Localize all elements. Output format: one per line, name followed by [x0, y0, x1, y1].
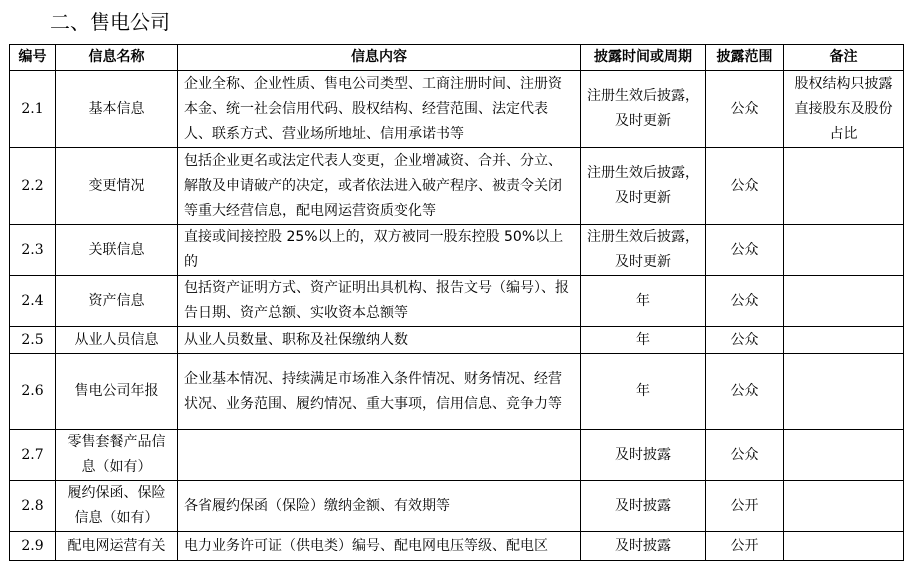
cell-period: 年: [581, 327, 706, 354]
header-scope: 披露范围: [706, 45, 784, 71]
header-period: 披露时间或周期: [581, 45, 706, 71]
header-name: 信息名称: [56, 45, 178, 71]
cell-name: 零售套餐产品信息（如有）: [56, 430, 178, 481]
cell-note: [784, 225, 904, 276]
table-row: [10, 532, 904, 561]
cell-name: 履约保函、保险信息（如有）: [56, 481, 178, 532]
cell-content: 包括企业更名或法定代表人变更，企业增减资、合并、分立、解散及申请破产的决定，或者依法进入破产程序、被责令关闭等重大经营信息，配电网运营资质变化等: [178, 148, 581, 225]
table-row: [10, 71, 904, 148]
cell-content: 从业人员数量、职称及社保缴纳人数: [178, 327, 581, 354]
header-content: 信息内容: [178, 45, 581, 71]
cell-id: 2.7: [10, 430, 56, 481]
section-title: 二、售电公司: [50, 10, 170, 34]
cell-period: 注册生效后披露，及时更新: [581, 71, 706, 148]
cell-note: 股权结构只披露直接股东及股份占比: [784, 71, 904, 148]
cell-id: 2.8: [10, 481, 56, 532]
cell-period: 及时披露: [581, 430, 706, 481]
cell-id: 2.3: [10, 225, 56, 276]
cell-scope: 公众: [706, 430, 784, 481]
cell-name: 关联信息: [56, 225, 178, 276]
cell-name: 配电网运营有关: [56, 532, 178, 561]
cell-name: 资产信息: [56, 276, 178, 327]
table-row: [10, 481, 904, 532]
cell-scope: 公众: [706, 71, 784, 148]
cell-name: 变更情况: [56, 148, 178, 225]
cell-note: [784, 327, 904, 354]
table-row: [10, 276, 904, 327]
cell-period: 年: [581, 354, 706, 430]
cell-id: 2.5: [10, 327, 56, 354]
cell-content: 包括资产证明方式、资产证明出具机构、报告文号（编号）、报告日期、资产总额、实收资本总额等: [178, 276, 581, 327]
cell-note: [784, 354, 904, 430]
cell-scope: 公众: [706, 148, 784, 225]
cell-content: [178, 430, 581, 481]
table-header-row: [10, 45, 904, 71]
cell-note: [784, 148, 904, 225]
cell-id: 2.9: [10, 532, 56, 561]
cell-note: [784, 430, 904, 481]
cell-scope: 公开: [706, 481, 784, 532]
cell-scope: 公众: [706, 354, 784, 430]
cell-content: 企业基本情况、持续满足市场准入条件情况、财务情况、经营状况、业务范围、履约情况、重大事项，信用信息、竞争力等: [178, 354, 581, 430]
header-id: 编号: [10, 45, 56, 71]
cell-content: 电力业务许可证（供电类）编号、配电网电压等级、配电区: [178, 532, 581, 561]
cell-scope: 公众: [706, 276, 784, 327]
table-row: [10, 430, 904, 481]
header-note: 备注: [784, 45, 904, 71]
cell-period: 注册生效后披露，及时更新: [581, 148, 706, 225]
cell-name: 售电公司年报: [56, 354, 178, 430]
cell-content: 直接或间接控股 25%以上的，双方被同一股东控股 50%以上的: [178, 225, 581, 276]
cell-period: 注册生效后披露，及时更新: [581, 225, 706, 276]
cell-id: 2.4: [10, 276, 56, 327]
cell-id: 2.2: [10, 148, 56, 225]
table-row: [10, 354, 904, 430]
cell-period: 及时披露: [581, 481, 706, 532]
cell-name: 基本信息: [56, 71, 178, 148]
cell-content: 企业全称、企业性质、售电公司类型、工商注册时间、注册资本金、统一社会信用代码、股权结构、经营范围、法定代表人、联系方式、营业场所地址、信用承诺书等: [178, 71, 581, 148]
table-row: [10, 225, 904, 276]
cell-name: 从业人员信息: [56, 327, 178, 354]
cell-period: 年: [581, 276, 706, 327]
cell-id: 2.6: [10, 354, 56, 430]
cell-content: 各省履约保函（保险）缴纳金额、有效期等: [178, 481, 581, 532]
table-row: [10, 148, 904, 225]
cell-note: [784, 481, 904, 532]
cell-note: [784, 532, 904, 561]
table-row: [10, 327, 904, 354]
cell-scope: 公众: [706, 225, 784, 276]
cell-scope: 公众: [706, 327, 784, 354]
cell-period: 及时披露: [581, 532, 706, 561]
disclosure-table: [9, 44, 904, 561]
cell-id: 2.1: [10, 71, 56, 148]
cell-note: [784, 276, 904, 327]
cell-scope: 公开: [706, 532, 784, 561]
